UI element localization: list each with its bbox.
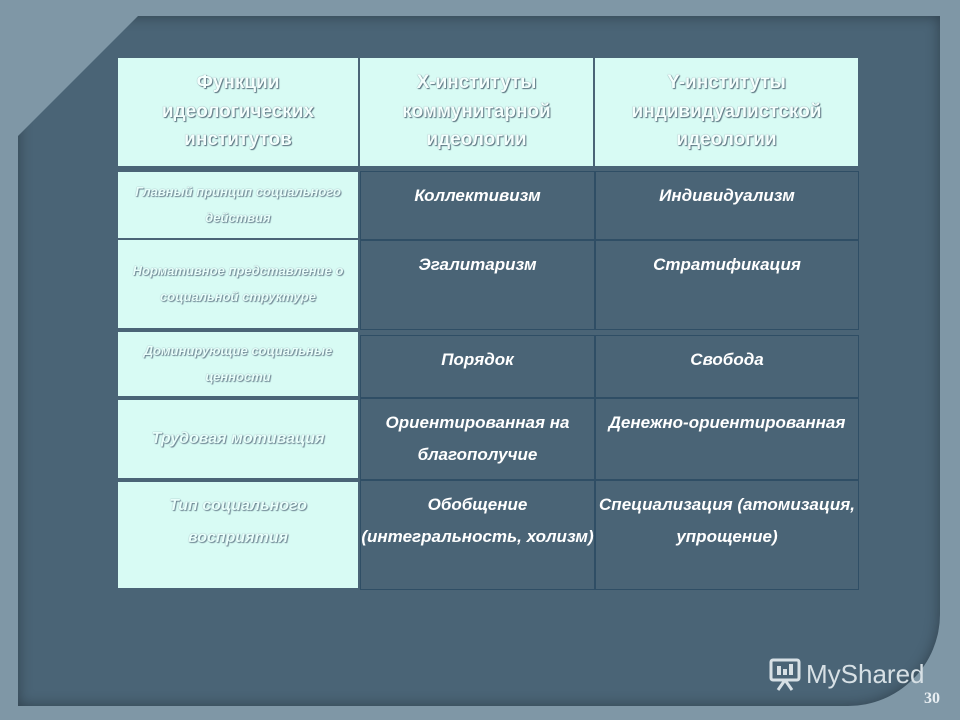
- row-label-labor-motivation: Трудовая мотивация: [118, 400, 358, 478]
- cell-x-collectivism: Коллективизм: [360, 171, 595, 240]
- myshared-logo: [768, 656, 925, 692]
- cell-y-stratification: Стратификация: [595, 240, 859, 330]
- row-label-dominant-values: Доминирующие социальные ценности: [118, 332, 358, 396]
- cell-y-specialization: Специализация (атомизация, упрощение): [595, 480, 859, 590]
- header-y-institutes: Y-институты индивидуалистской идеологии: [595, 58, 858, 166]
- row-label-normative-structure: Нормативное представление о социальной структуре: [118, 240, 358, 328]
- cell-y-individualism: Индивидуализм: [595, 171, 859, 240]
- cell-y-money-oriented: Денежно-ориентированная: [595, 398, 859, 480]
- header-functions: Функции идеологических институтов: [118, 58, 358, 166]
- row-label-main-principle: Главный принцип социального действия: [118, 172, 358, 238]
- cell-y-freedom: Свобода: [595, 335, 859, 398]
- header-x-institutes: Х-институты коммунитарной идеологии: [360, 58, 593, 166]
- presentation-board-icon: [768, 656, 802, 692]
- cell-x-welfare-oriented: Ориентированная на благополучие: [360, 398, 595, 480]
- cell-x-generalization: Обобщение (интегральность, холизм): [360, 480, 595, 590]
- logo-text: MyShared: [806, 658, 925, 689]
- row-label-social-perception: Тип социального восприятия: [118, 482, 358, 588]
- page-number: 30: [924, 690, 940, 707]
- cell-x-egalitarianism: Эгалитаризм: [360, 240, 595, 330]
- cell-x-order: Порядок: [360, 335, 595, 398]
